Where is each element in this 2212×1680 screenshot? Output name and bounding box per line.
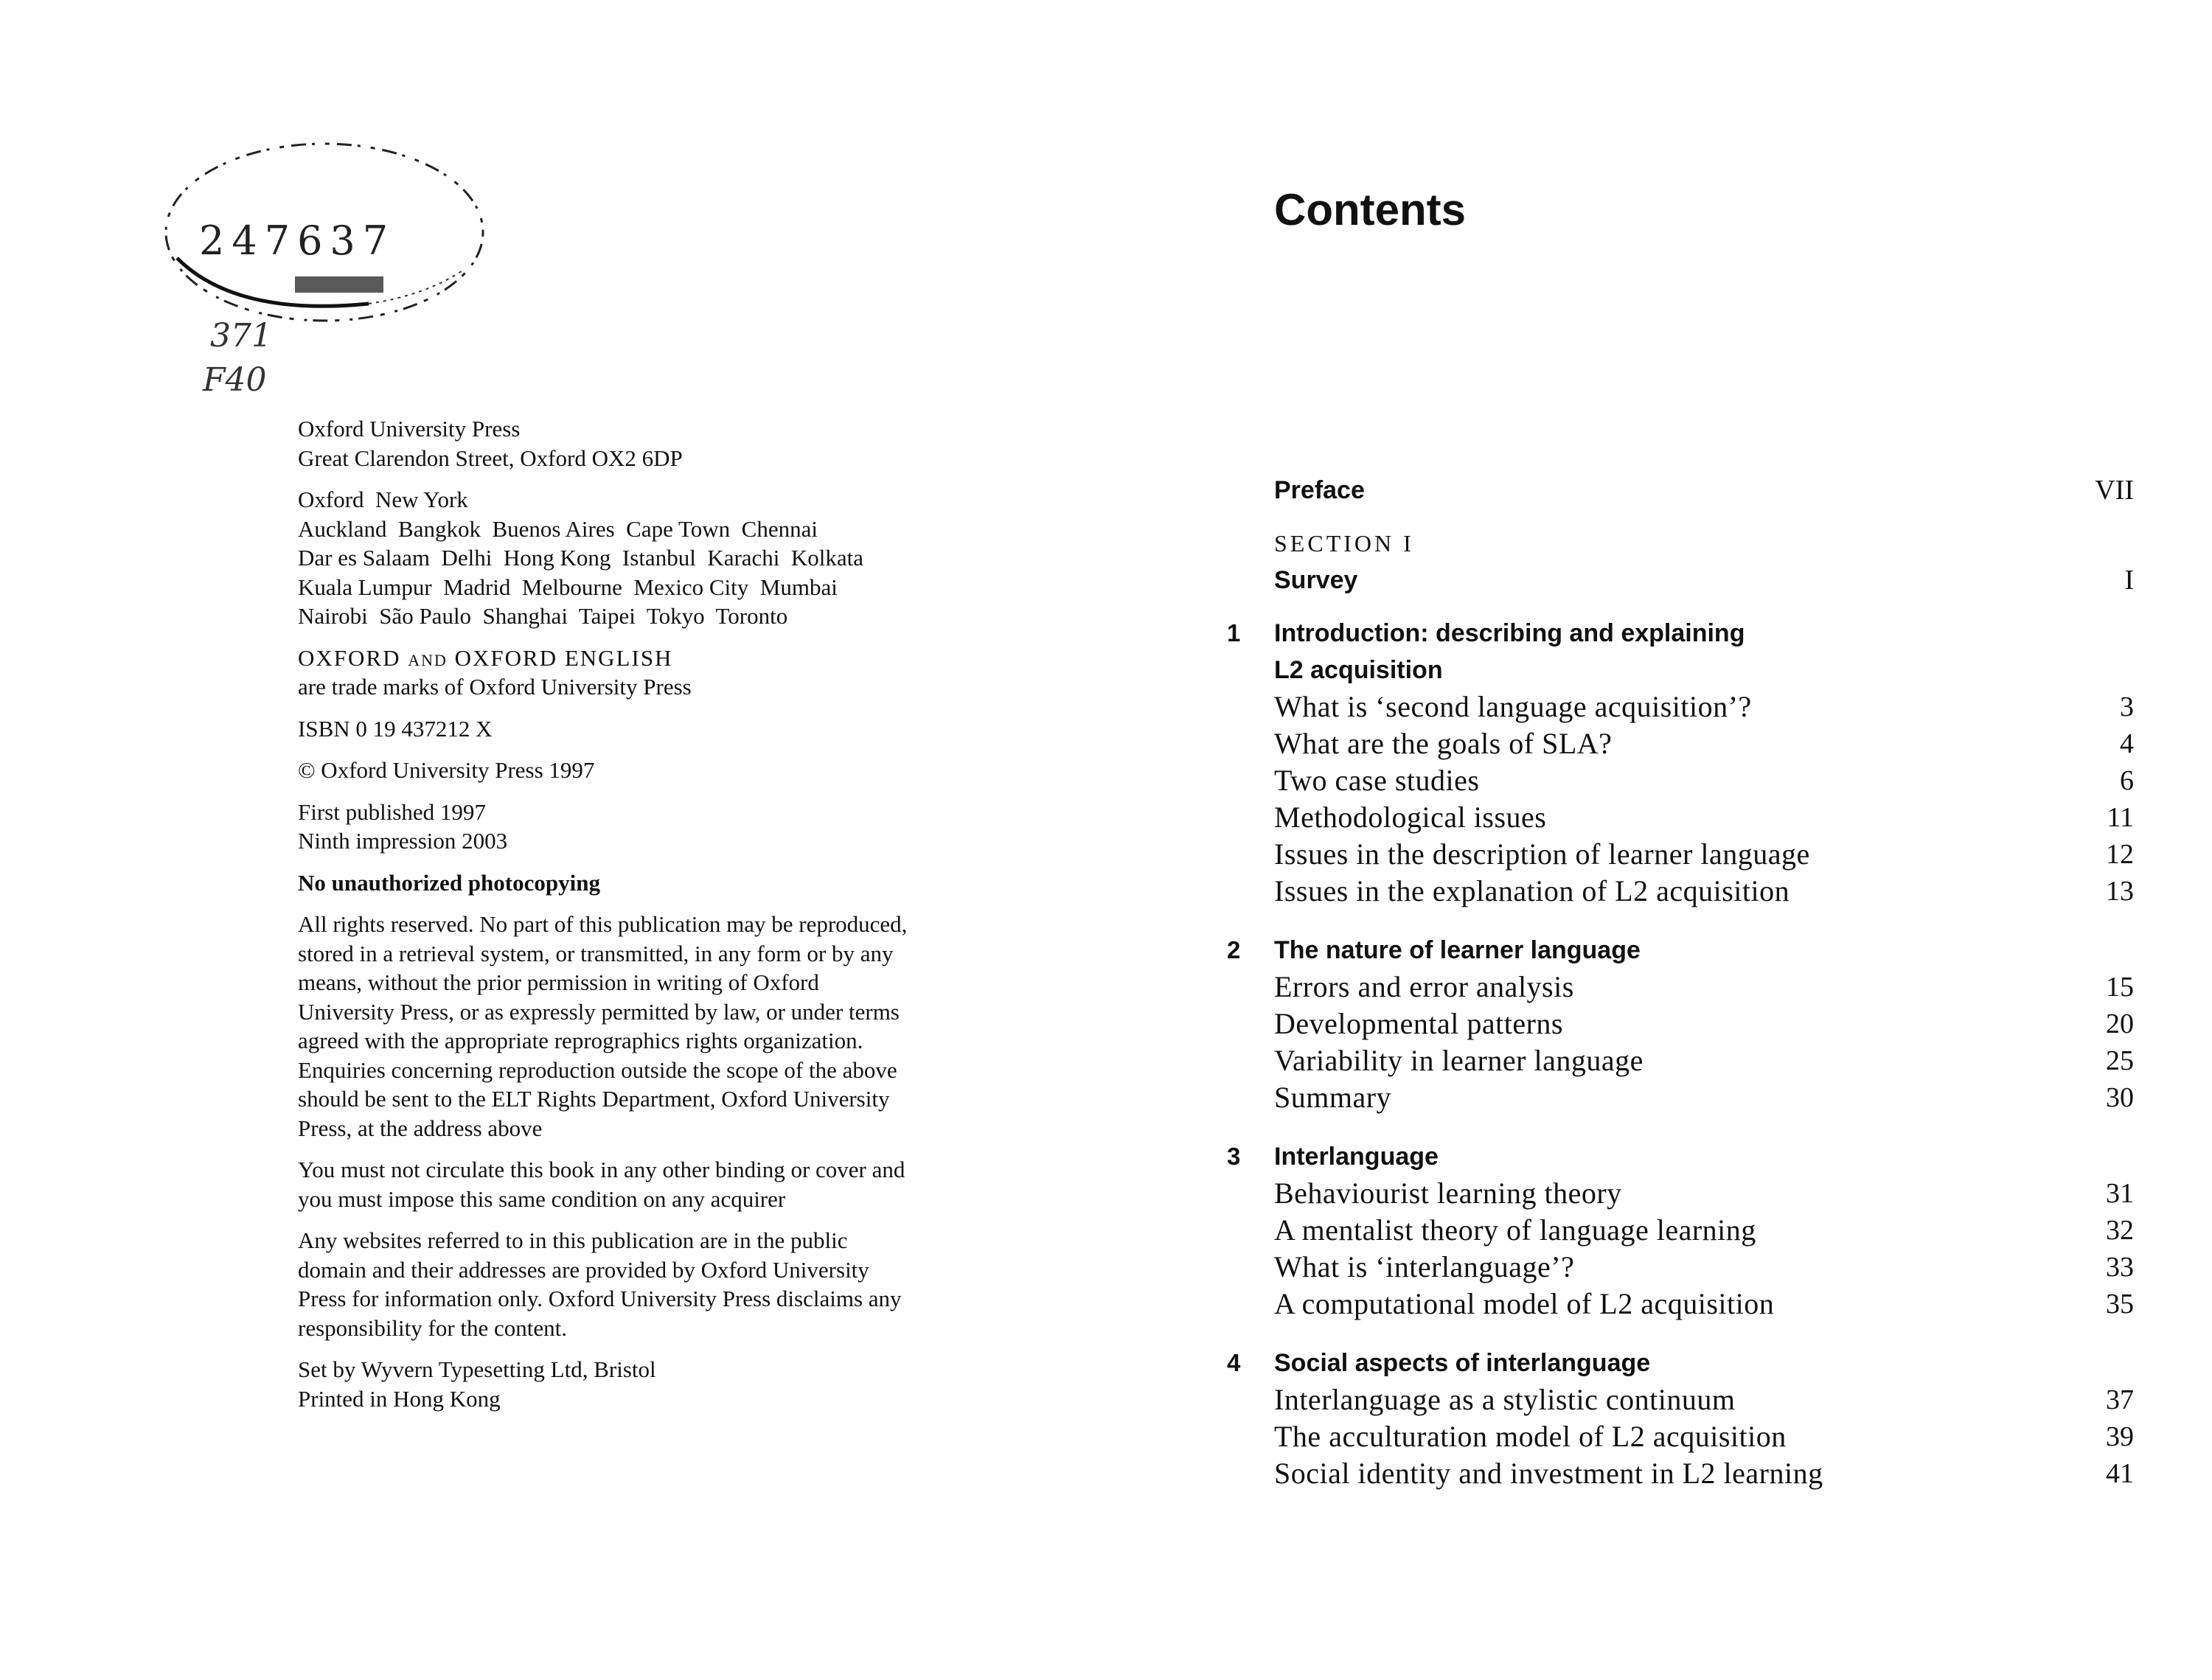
toc-preface [1227,472,2134,509]
toc-entry [1227,1381,2134,1418]
no-photocopying-heading: No unauthorized photocopying [298,869,600,896]
rights-line: means, without the prior permission in writing of Oxford [298,969,819,995]
toc-page-number: 35 [2106,1289,2134,1320]
toc-entry-title: Summary [1274,1081,1392,1114]
rights-line: All rights reserved. No part of this publication may be reproduced, [298,911,908,937]
section-title: Survey [1274,566,1358,594]
publisher-address: Great Clarendon Street, Oxford OX2 6DP [298,445,683,471]
rights-line: stored in a retrieval system, or transmitted, in any form or by any [298,940,894,966]
toc-entry-title: Interlanguage as a stylistic continuum [1274,1383,1736,1416]
edition-block [298,798,1006,856]
publisher-name: Oxford University Press [298,416,521,442]
chapter-number: 1 [1227,619,1241,646]
publisher-address-block [298,414,1006,473]
trademark-line: OXFORD and OXFORD ENGLISH [298,644,673,671]
isbn: ISBN 0 19 437212 X [298,715,493,742]
toc-entry-title: Variability in learner language [1274,1044,1644,1077]
table-of-contents [1227,472,2134,1492]
toc-chapter-4 [1227,1345,2134,1381]
toc-page-number: 32 [2106,1215,2134,1246]
toc-entry [1227,689,2134,725]
trademark-notice [298,644,1006,702]
stamp-accession-number: 247637 [199,217,396,264]
toc-entry [1227,1286,2134,1322]
toc-entry-title: Behaviourist learning theory [1274,1177,1622,1210]
toc-entry-title: A computational model of L2 acquisition [1274,1287,1775,1320]
toc-entry [1227,799,2134,836]
toc-page-number: 39 [2106,1421,2134,1452]
printer: Printed in Hong Kong [298,1385,501,1412]
trademark-line: are trade marks of Oxford University Press [298,674,692,700]
toc-page-number: 11 [2107,802,2134,833]
toc-section-label [1227,525,2134,562]
toc-entry [1227,1418,2134,1455]
websites-line: responsibility for the content. [298,1314,568,1341]
toc-entry-title: The acculturation model of L2 acquisition [1274,1420,1787,1453]
toc-page-number: 37 [2106,1384,2134,1415]
impression: Ninth impression 2003 [298,828,508,854]
contents-title: Contents [1274,185,1466,234]
rights-line: Press, at the address above [298,1115,543,1141]
toc-entry-title: Two case studies [1274,764,1480,797]
toc-entry [1227,836,2134,873]
toc-entry-title: Developmental patterns [1274,1007,1563,1040]
toc-entry-title: What are the goals of SLA? [1274,727,1613,760]
toc-page-number: 3 [2120,691,2134,722]
toc-chapter-3 [1227,1138,2134,1175]
first-published: First published 1997 [298,798,486,825]
toc-entry [1227,873,2134,910]
toc-entry [1227,1079,2134,1116]
toc-entry-title: Methodological issues [1274,801,1547,834]
chapter-number: 2 [1227,936,1241,963]
toc-entry-title: Issues in the explanation of L2 acquisition [1274,874,1790,907]
rights-paragraph [298,910,1006,1143]
rights-line: Enquiries concerning reproduction outside the scope of the above [298,1056,897,1083]
chapter-title-continued: L2 acquisition [1274,656,1443,684]
toc-page-number: 4 [2120,728,2134,759]
toc-page-number: 20 [2106,1008,2134,1039]
toc-page-number: 30 [2106,1082,2134,1113]
rights-line: agreed with the appropriate reprographics rights organization. [298,1028,863,1053]
toc-entry-title: Issues in the description of learner language [1274,837,1810,871]
websites-line: Any websites referred to in this publication are in the public [298,1227,848,1253]
publisher-cities [298,485,1006,631]
toc-page-number: 13 [2106,876,2134,907]
toc-entry [1227,969,2134,1005]
toc-page-number: 15 [2106,972,2134,1003]
section-label: SECTION I [1274,530,1414,557]
rights-line: University Press, or as expressly permitted by law, or under terms [298,998,900,1025]
toc-entry [1227,1212,2134,1249]
toc-entry-title: Errors and error analysis [1274,970,1574,1003]
toc-entry [1227,1455,2134,1492]
toc-page-number: VII [2095,475,2134,506]
toc-page-number: I [2124,565,2134,596]
circulate-line: you must impose this same condition on any acquirer [298,1185,786,1212]
toc-page-number: 6 [2120,765,2134,796]
toc-entry-title: A mentalist theory of language learning [1274,1213,1756,1247]
toc-page-number: 12 [2106,839,2134,870]
websites-line: Press for information only. Oxford University Press disclaims any [298,1286,902,1311]
toc-page-number: 33 [2106,1252,2134,1283]
toc-section-title [1227,562,2134,599]
cities-line: Auckland Bangkok Buenos Aires Cape Town Chennai [298,515,818,542]
toc-entry-title: What is ‘interlanguage’? [1274,1250,1575,1283]
typesetter: Set by Wyvern Typesetting Ltd, Bristol [298,1356,656,1382]
stamp-graphic [147,111,531,420]
isbn-block [298,714,1006,744]
cities-line: Nairobi São Paulo Shanghai Taipei Tokyo Toronto [298,603,788,629]
chapter-title: Social aspects of interlanguage [1274,1349,1651,1377]
toc-page-number: 25 [2106,1045,2134,1076]
handwritten-shelfmark-2: F40 [203,361,267,399]
chapter-title: The nature of learner language [1274,936,1641,964]
contents-page [1106,0,2212,1680]
toc-chapter-2 [1227,932,2134,969]
toc-entry-title: What is ‘second language acquisition’? [1274,690,1752,723]
toc-chapter-1-cont [1227,652,2134,689]
toc-entry-title: Social identity and investment in L2 learning [1274,1457,1823,1490]
cities-line: Kuala Lumpur Madrid Melbourne Mexico City Mumbai [298,574,838,600]
toc-chapter-1 [1227,615,2134,652]
toc-entry [1227,1005,2134,1042]
copyright-block [298,756,1006,785]
stamp-smudge [295,276,383,293]
chapter-title: Interlanguage [1274,1143,1439,1171]
library-stamp [147,111,531,420]
toc-entry [1227,725,2134,762]
handwritten-shelfmark-1: 371 [210,317,272,355]
toc-entry [1227,762,2134,799]
cities-line: Oxford New York [298,487,468,512]
websites-line: domain and their addresses are provided by Oxford University [298,1256,869,1283]
toc-page-number: 31 [2106,1178,2134,1209]
chapter-number: 3 [1227,1143,1241,1170]
chapter-title: Introduction: describing and explaining [1274,619,1745,647]
toc-entry [1227,1042,2134,1079]
cities-line: Dar es Salaam Delhi Hong Kong Istanbul Karachi Kolkata [298,545,864,571]
production-credits [298,1355,1006,1413]
chapter-number: 4 [1227,1349,1241,1376]
circulate-paragraph [298,1155,1006,1213]
copyright-notice: © Oxford University Press 1997 [298,757,595,783]
toc-page-number: 41 [2106,1458,2134,1489]
imprint-block [298,414,1006,1426]
toc-entry [1227,1249,2134,1286]
rights-line: should be sent to the ELT Rights Department, Oxford University [298,1086,890,1112]
toc-entry [1227,1175,2134,1212]
websites-paragraph [298,1226,1006,1342]
circulate-line: You must not circulate this book in any other binding or cover and [298,1157,905,1182]
toc-preface-label: Preface [1274,476,1365,504]
